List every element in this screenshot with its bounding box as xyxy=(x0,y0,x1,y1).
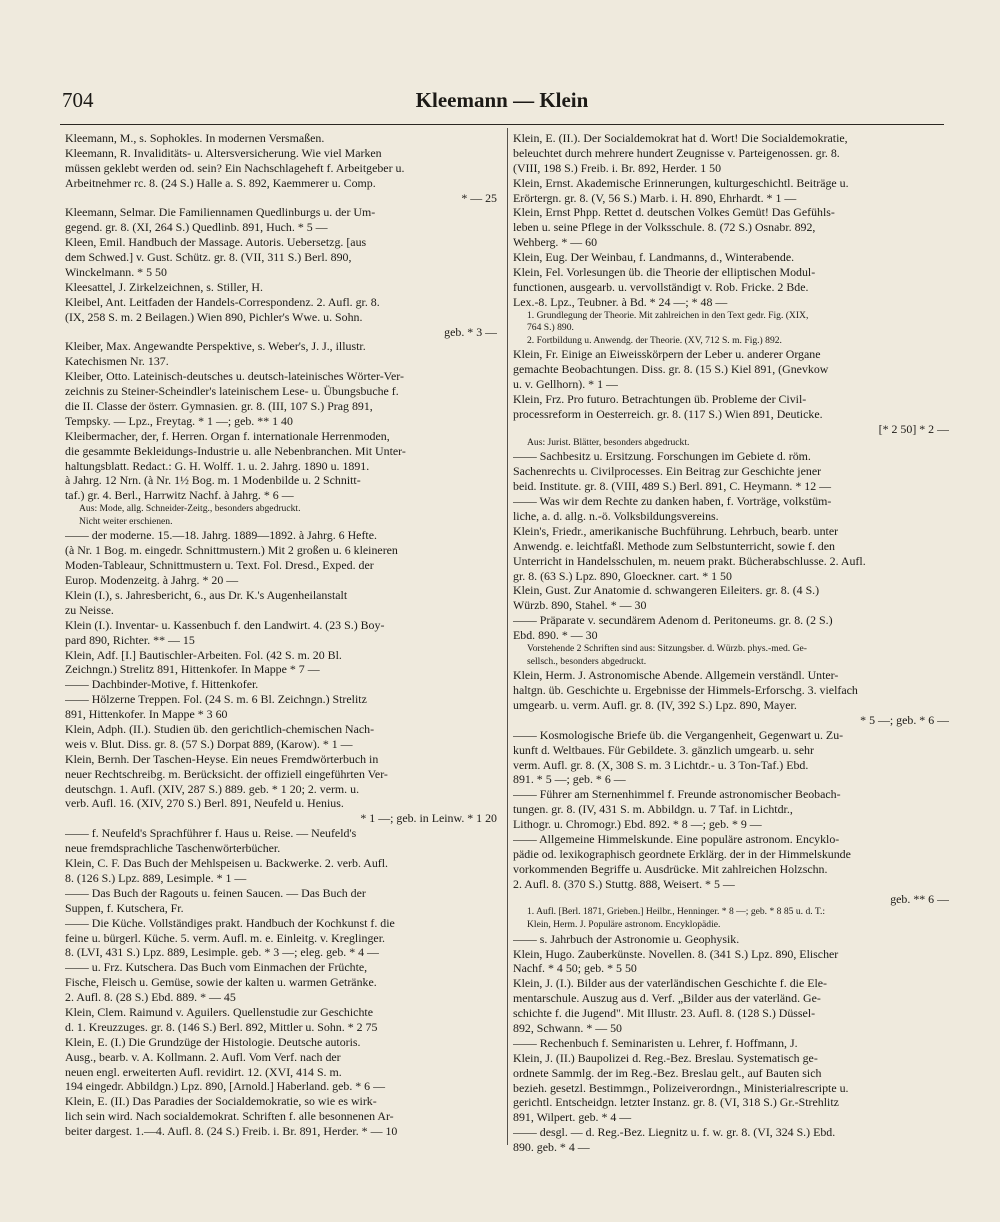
text-line: 891, Wilpert. geb. * 4 — xyxy=(513,1110,632,1125)
text-line: —— s. Jahrbuch der Astronomie u. Geophysik. xyxy=(513,931,740,946)
text-line: neuen engl. erweiterten Aufl. revidirt. 12. (XVI, 414 S. m. xyxy=(65,1064,342,1079)
text-line: Kleemann, R. Invaliditäts- u. Altersversicherung. Wie viel Marken xyxy=(65,145,382,160)
text-line: Würzb. 890, Stahel. * — 30 xyxy=(513,598,647,613)
text-line: bezieh. gesetzl. Bestimmgn., Polizeiverordngn., Ministerialrescripte u. xyxy=(513,1080,849,1095)
text-line: Klein, Eug. Der Weinbau, f. Landmanns, d., Winterabende. xyxy=(513,250,795,265)
header-rule xyxy=(60,124,944,125)
text-line: umgearb. u. verm. Aufl. gr. 8. (IV, 392 S.) Lpz. 890, Mayer. xyxy=(513,697,797,712)
text-line: Klein, Frz. Pro futuro. Betrachtungen üb. Probleme der Civil- xyxy=(513,392,807,407)
text-line: Klein, C. F. Das Buch der Mehlspeisen u. Backwerke. 2. verb. Aufl. xyxy=(65,856,389,871)
text-line: Katechismen Nr. 137. xyxy=(65,354,169,369)
text-line: Klein, Fel. Vorlesungen üb. die Theorie der elliptischen Modul- xyxy=(513,265,816,280)
text-line: (IX, 258 S. m. 2 Beilagen.) Wien 890, Pichler's Wwe. u. Sohn. xyxy=(65,309,363,324)
text-line: u. v. Gellhorn). * 1 — xyxy=(513,377,618,392)
text-line: verm. Aufl. gr. 8. (X, 308 S. m. 3 Lichtdr.- u. 3 Ton-Taf.) Ebd. xyxy=(513,757,809,772)
text-line: beleuchtet durch mehrere hundert Zeugnisse v. Parteigenossen. gr. 8. xyxy=(513,145,840,160)
text-line: zeichnis zu Steiner-Scheindler's lateinischem Lese- u. Übungsbuche f. xyxy=(65,384,399,399)
text-line: —— Hölzerne Treppen. Fol. (24 S. m. 6 Bl. Zeichngn.) Strelitz xyxy=(65,692,367,707)
text-line: Arbeitnehmer rc. 8. (24 S.) Halle a. S. 892, Kaemmerer u. Comp. xyxy=(65,175,376,190)
column-divider xyxy=(507,128,508,1145)
text-line: Lex.-8. Lpz., Teubner. à Bd. * 24 —; * 48 — xyxy=(513,294,728,309)
text-line: Tempsky. — Lpz., Freytag. * 1 —; geb. ** 1 40 xyxy=(65,413,293,428)
text-line: 1. Grundlegung der Theorie. Mit zahlreichen in den Text gedr. Fig. (XIX, xyxy=(527,309,809,321)
text-line: [* 2 50] * 2 — xyxy=(878,421,949,436)
text-line: Klein, Hugo. Zauberkünste. Novellen. 8. (341 S.) Lpz. 890, Elischer xyxy=(513,946,839,961)
text-line: * 1 —; geb. in Leinw. * 1 20 xyxy=(360,811,497,826)
text-line: ordnete Sammlg. der im Reg.-Bez. Breslau gelt., auf Bauten sich xyxy=(513,1065,822,1080)
text-line: Winckelmann. * 5 50 xyxy=(65,265,167,280)
text-line: Kleiber, Otto. Lateinisch-deutsches u. deutsch-lateinisches Wörter-Ver- xyxy=(65,369,404,384)
text-line: Ebd. 890. * — 30 xyxy=(513,628,598,643)
text-line: Klein, Ernst Phpp. Rettet d. deutschen Volkes Gemüt! Das Gefühls- xyxy=(513,205,835,220)
text-line: Klein, E. (II.) Das Paradies der Socialdemokratie, so wie es wirk- xyxy=(65,1094,377,1109)
text-line: Klein, Adph. (II.). Studien üb. den gerichtlich-chemischen Nach- xyxy=(65,722,375,737)
text-line: functionen, ausgearb. u. vervollständigt v. Rob. Fricke. 2 Bde. xyxy=(513,279,809,294)
text-line: neuer Rechtschreibg. m. Berücksicht. der offiziell eingeführten Ver- xyxy=(65,766,388,781)
text-line: Klein, E. (II.). Der Socialdemokrat hat d. Wort! Die Socialdemokratie, xyxy=(513,131,848,145)
text-line: gerichtl. Entscheidgn. letzter Instanz. gr. 8. (VI, 318 S.) Gr.-Strehlitz xyxy=(513,1095,839,1110)
text-line: gemachte Beobachtungen. Diss. gr. 8. (15 S.) Kiel 891, (Gnevkow xyxy=(513,362,829,377)
text-line: Klein, E. (I.) Die Grundzüge der Histologie. Deutsche autoris. xyxy=(65,1034,361,1049)
text-line: Sachenrechts u. Civilprocesses. Ein Beitrag zur Geschichte jener xyxy=(513,464,822,479)
left-column xyxy=(65,131,497,1139)
text-line: beiter dargest. 1.—4. Aufl. 8. (24 S.) Freib. i. Br. 891, Herder. * — 10 xyxy=(65,1124,398,1139)
text-line: die gesammte Bekleidungs-Industrie u. alle Nebenbranchen. Mit Unter- xyxy=(65,443,406,458)
text-line: (VIII, 198 S.) Freib. i. Br. 892, Herder. 1 50 xyxy=(513,160,722,175)
text-line: gr. 8. (63 S.) Lpz. 890, Gloeckner. cart. * 1 50 xyxy=(513,568,732,583)
text-line: —— Das Buch der Ragouts u. feinen Saucen. — Das Buch der xyxy=(65,885,366,900)
text-line: gegend. gr. 8. (XI, 264 S.) Quedlinb. 891, Huch. * 5 — xyxy=(65,220,328,235)
text-line: 891, Hittenkofer. In Mappe * 3 60 xyxy=(65,707,228,722)
text-line: Klein's, Friedr., amerikanische Buchführung. Lehrbuch, bearb. unter xyxy=(513,523,839,538)
text-line: Klein, Herm. J. Astronomische Abende. Allgemein verständl. Unter- xyxy=(513,668,839,683)
text-line: vorkommenden Begriffe u. Ausdrücke. Mit zahlreichen Holzschn. xyxy=(513,861,828,876)
text-line: —— Dachbinder-Motive, f. Hittenkofer. xyxy=(65,677,259,692)
text-line: Vorstehende 2 Schriften sind aus: Sitzungsber. d. Würzb. phys.-med. Ge- xyxy=(527,642,807,654)
text-line: Anwendg. e. leichtfaßl. Methode zum Selbstunterricht, sowie f. den xyxy=(513,538,835,553)
text-line: Aus: Jurist. Blätter, besonders abgedruckt. xyxy=(527,436,690,448)
text-line: müssen geklebt werden od. sein? Ein Nachschlageheft f. Arbeitgeber u. xyxy=(65,160,405,175)
text-line: die II. Classe der österr. Gymnasien. gr. 8. (III, 107 S.) Prag 891, xyxy=(65,399,373,414)
text-line: Unterricht in Handelsschulen, m. neuem prakt. Bücherabschlusse. 2. Aufl. xyxy=(513,553,866,568)
text-line: haltungsblatt. Redact.: G. H. Wolff. 1. u. 2. Jahrg. 1890 u. 1891. xyxy=(65,458,370,473)
text-line: Kleemann, Selmar. Die Familiennamen Quedlinburgs u. der Um- xyxy=(65,205,376,220)
text-line: verb. Aufl. 16. (XIV, 270 S.) Berl. 891, Neufeld u. Henius. xyxy=(65,796,344,811)
text-line: dem Schwed.] v. Gust. Schütz. gr. 8. (VII, 311 S.) Berl. 890, xyxy=(65,250,352,265)
text-line: Kleesattel, J. Zirkelzeichnen, s. Stiller, H. xyxy=(65,279,263,294)
text-line: * — 25 xyxy=(461,190,497,205)
text-line: Klein, Fr. Einige an Eiweisskörpern der Leber u. anderer Organe xyxy=(513,347,821,362)
text-line: Ausg., bearb. v. A. Kollmann. 2. Aufl. Vom Verf. nach der xyxy=(65,1049,341,1064)
text-line: à Jahrg. 12 Nrn. (à Nr. 1½ Bog. m. 1 Modenbilde u. 2 Schnitt- xyxy=(65,473,361,488)
text-line: Kleemann, M., s. Sophokles. In modernen Versmaßen. xyxy=(65,131,325,145)
text-line: Kleen, Emil. Handbuch der Massage. Autoris. Uebersetzg. [aus xyxy=(65,235,367,250)
text-line: neue fremdsprachliche Taschenwörterbücher. xyxy=(65,841,281,856)
text-line: Zeichngn.) Strelitz 891, Hittenkofer. In Mappe * 7 — xyxy=(65,662,320,677)
text-line: —— Kosmologische Briefe üb. die Vergangenheit, Gegenwart u. Zu- xyxy=(513,727,844,742)
text-line: —— Rechenbuch f. Seminaristen u. Lehrer, f. Hoffmann, J. xyxy=(513,1035,798,1050)
text-line: —— Was wir dem Rechte zu danken haben, f. Vorträge, volkstüm- xyxy=(513,494,832,509)
text-line: processreform in Oesterreich. gr. 8. (117 S.) Wien 891, Deuticke. xyxy=(513,407,823,422)
text-line: 891. * 5 —; geb. * 6 — xyxy=(513,772,626,787)
text-line: kunft d. Weltbaues. Für Gebildete. 3. gänzlich umgearb. u. sehr xyxy=(513,742,814,757)
text-line: schichte f. die Jugend". Mit Illustr. 23. Aufl. 8. (128 S.) Düssel- xyxy=(513,1006,816,1021)
text-line: 890. geb. * 4 — xyxy=(513,1140,590,1155)
text-line: * 5 —; geb. * 6 — xyxy=(860,712,949,727)
text-line: —— Präparate v. secundärem Adenom d. Peritoneums. gr. 8. (2 S.) xyxy=(513,613,833,628)
text-line: —— Sachbesitz u. Ersitzung. Forschungen im Gebiete d. röm. xyxy=(513,449,811,464)
text-line: liche, a. d. allg. n.-ö. Volksbildungsvereins. xyxy=(513,508,719,523)
text-line: Lithogr. u. Chromogr.) Ebd. 892. * 8 —; geb. * 9 — xyxy=(513,817,762,832)
text-line: Klein, Bernh. Der Taschen-Heyse. Ein neues Fremdwörterbuch in xyxy=(65,751,379,766)
text-line: Moden-Tableaur, Schnittmustern u. Text. Fol. Dresd., Exped. der xyxy=(65,558,374,573)
text-line: feine u. bürgerl. Küche. 5. verm. Aufl. m. e. Einleitg. v. Kreglinger. xyxy=(65,930,385,945)
text-line: Kleibel, Ant. Leitfaden der Handels-Correspondenz. 2. Aufl. gr. 8. xyxy=(65,294,380,309)
text-line: Aus: Mode, allg. Schneider-Zeitg., besonders abgedruckt. xyxy=(79,503,301,515)
text-line: Europ. Modenzeitg. à Jahrg. * 20 — xyxy=(65,573,239,588)
text-line: (à Nr. 1 Bog. m. eingedr. Schnittmustern.) Mit 2 großen u. 6 kleineren xyxy=(65,543,398,558)
text-line: 2. Aufl. 8. (28 S.) Ebd. 889. * — 45 xyxy=(65,990,236,1005)
text-line: geb. * 3 — xyxy=(444,324,497,339)
text-line: —— der moderne. 15.—18. Jahrg. 1889—1892. à Jahrg. 6 Hefte. xyxy=(65,528,377,543)
text-line: Kleiber, Max. Angewandte Perspektive, s. Weber's, J. J., illustr. xyxy=(65,339,366,354)
text-line: 1. Aufl. [Berl. 1871, Grieben.] Heilbr., Henninger. * 8 —; geb. * 8 85 u. d. T.: xyxy=(527,906,826,918)
text-line: 8. (LVI, 431 S.) Lpz. 889, Lesimple. geb. * 3 —; eleg. geb. * 4 — xyxy=(65,945,379,960)
text-line: haltgn. üb. Geschichte u. Ergebnisse der Himmels-Erforschg. 3. vielfach xyxy=(513,683,858,698)
page-number: 704 xyxy=(62,88,94,112)
text-line: pard 890, Richter. ** — 15 xyxy=(65,632,195,647)
text-line: geb. ** 6 — xyxy=(890,891,949,906)
text-line: Fische, Fleisch u. Gemüse, sowie der kalten u. warmen Getränke. xyxy=(65,975,377,990)
text-line: Suppen, f. Kutschera, Fr. xyxy=(65,900,184,915)
text-line: mentarschule. Auszug aus d. Verf. „Bilder aus der vaterländ. Ge- xyxy=(513,991,821,1006)
text-line: —— Führer am Sternenhimmel f. Freunde astronomischer Beobach- xyxy=(513,787,841,802)
text-line: Wehberg. * — 60 xyxy=(513,235,598,250)
text-line: Erörtergn. gr. 8. (V, 56 S.) Marb. i. H. 890, Ehrhardt. * 1 — xyxy=(513,190,797,205)
text-line: —— u. Frz. Kutschera. Das Buch vom Einmachen der Früchte, xyxy=(65,960,368,975)
text-line: 892, Schwann. * — 50 xyxy=(513,1020,622,1035)
text-line: Klein, J. (I.). Bilder aus der vaterländischen Geschichte f. die Ele- xyxy=(513,976,827,991)
text-line: tungen. gr. 8. (IV, 431 S. m. Abbildgn. u. 7 Taf. in Lichtdr., xyxy=(513,802,793,817)
text-line: Klein, Adf. [I.] Bautischler-Arbeiten. Fol. (42 S. m. 20 Bl. xyxy=(65,647,342,662)
text-line: Klein, Ernst. Akademische Erinnerungen, kulturgeschichtl. Beiträge u. xyxy=(513,175,849,190)
page-header xyxy=(62,88,942,118)
text-line: beid. Institute. gr. 8. (VIII, 489 S.) Berl. 891, C. Heymann. * 12 — xyxy=(513,479,832,494)
text-line: Klein, Gust. Zur Anatomie d. schwangeren Eileiters. gr. 8. (4 S.) xyxy=(513,583,820,598)
text-line: sellsch., besonders abgedruckt. xyxy=(527,655,647,667)
text-line: Kleibermacher, der, f. Herren. Organ f. internationale Herrenmoden, xyxy=(65,428,390,443)
text-line: —— Die Küche. Vollständiges prakt. Handbuch der Kochkunst f. die xyxy=(65,915,395,930)
text-line: d. 1. Kreuzzuges. gr. 8. (146 S.) Berl. 892, Mittler u. Sohn. * 2 75 xyxy=(65,1019,378,1034)
text-line: 764 S.) 890. xyxy=(527,322,574,334)
text-line: —— Allgemeine Himmelskunde. Eine populäre astronom. Encyklo- xyxy=(513,831,840,846)
text-line: weis v. Blut. Diss. gr. 8. (57 S.) Dorpat 889, (Karow). * 1 — xyxy=(65,736,353,751)
right-column xyxy=(513,131,949,1155)
text-line: Klein (I.), s. Jahresbericht, 6., aus Dr. K.'s Augenheilanstalt xyxy=(65,588,348,603)
text-line: —— f. Neufeld's Sprachführer f. Haus u. Reise. — Neufeld's xyxy=(65,826,357,841)
text-line: —— desgl. — d. Reg.-Bez. Liegnitz u. f. w. gr. 8. (VI, 324 S.) Ebd. xyxy=(513,1125,836,1140)
text-line: deutschgn. 1. Aufl. (XIV, 287 S.) 889. geb. * 1 20; 2. verm. u. xyxy=(65,781,360,796)
text-line: Nachf. * 4 50; geb. * 5 50 xyxy=(513,961,637,976)
text-line: 2. Aufl. 8. (370 S.) Stuttg. 888, Weisert. * 5 — xyxy=(513,876,735,891)
text-line: leben u. seine Pflege in der Volksschule. 8. (72 S.) Osnabr. 892, xyxy=(513,220,816,235)
running-title: Kleemann — Klein xyxy=(415,88,589,112)
text-line: Klein, Herm. J. Populäre astronom. Encyklopädie. xyxy=(527,919,721,931)
text-line: zu Neisse. xyxy=(65,602,114,617)
text-line: lich sein wird. Nach socialdemokrat. Schriften f. alle besonnenen Ar- xyxy=(65,1109,394,1124)
text-line: pädie od. lexikographisch geordnete Erklärg. der in der Himmelskunde xyxy=(513,846,851,861)
text-line: 8. (126 S.) Lpz. 889, Lesimple. * 1 — xyxy=(65,870,247,885)
text-line: Nicht weiter erschienen. xyxy=(79,515,173,527)
text-line: taf.) gr. 4. Berl., Harrwitz Nachf. à Jahrg. * 6 — xyxy=(65,488,294,503)
text-line: 2. Fortbildung u. Anwendg. der Theorie. (XV, 712 S. m. Fig.) 892. xyxy=(527,334,782,346)
text-line: Klein, J. (II.) Baupolizei d. Reg.-Bez. Breslau. Systematisch ge- xyxy=(513,1050,818,1065)
text-line: Klein, Clem. Raimund v. Aguilers. Quellenstudie zur Geschichte xyxy=(65,1004,373,1019)
text-line: Klein (I.). Inventar- u. Kassenbuch f. den Landwirt. 4. (23 S.) Boy- xyxy=(65,617,385,632)
text-line: 194 eingedr. Abbildgn.) Lpz. 890, [Arnold.] Haberland. geb. * 6 — xyxy=(65,1079,385,1094)
